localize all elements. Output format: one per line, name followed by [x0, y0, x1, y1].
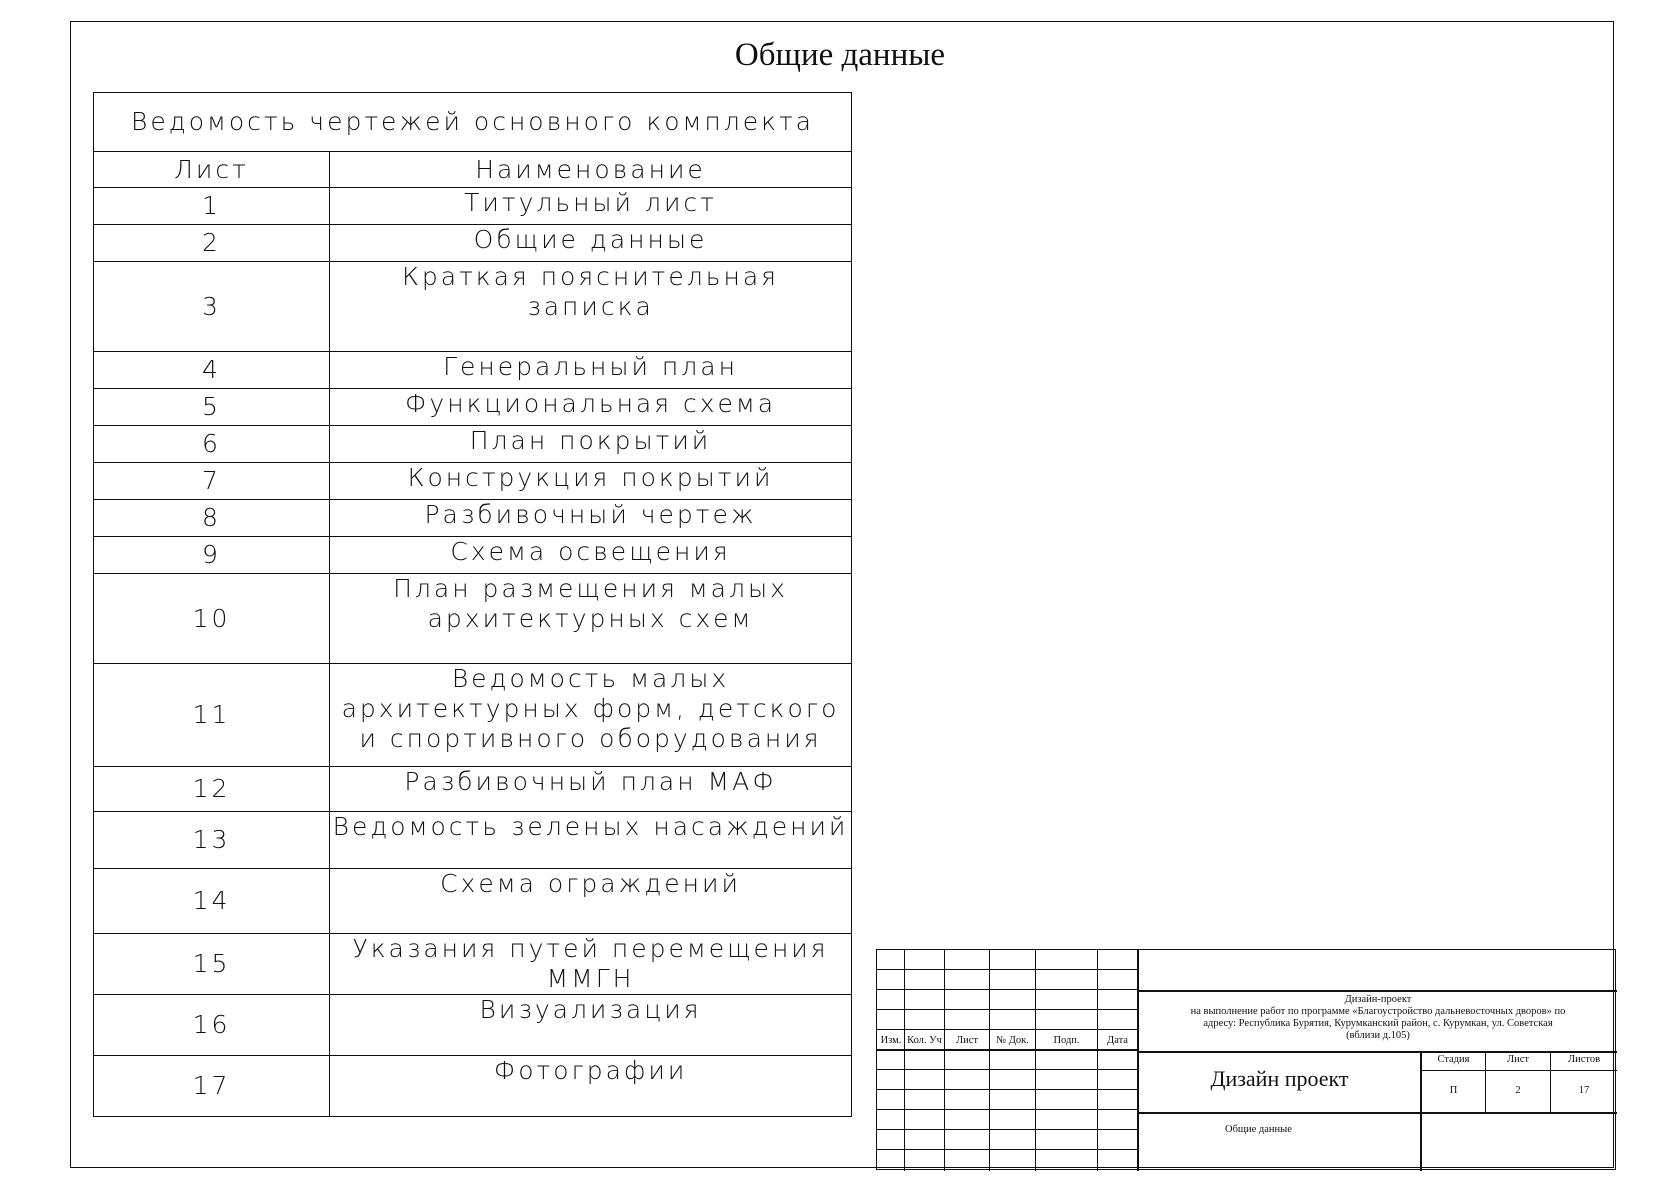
- table-row: [94, 262, 852, 352]
- sheet-title-line: Ведомость зеленых насаждений: [332, 812, 849, 841]
- sheet-title-cell: [330, 664, 852, 767]
- drawings-register-table: [93, 92, 852, 1117]
- sheet-number: 14: [94, 869, 330, 934]
- sheet-title-line: Визуализация: [479, 995, 702, 1024]
- sheet-title-cell: [330, 869, 852, 934]
- column-header-name: Наименование: [330, 152, 852, 188]
- sheet-title-cell: [330, 389, 852, 426]
- sheet-number: 6: [94, 426, 330, 463]
- sheet-title-line: Краткая пояснительная: [402, 262, 779, 291]
- stamp-label-date: Дата: [1107, 1035, 1128, 1046]
- column-header-sheet: Лист: [94, 152, 330, 188]
- sheet-number: 17: [94, 1056, 330, 1117]
- sheet-number: 11: [94, 664, 330, 767]
- sheet-number: 1: [94, 188, 330, 225]
- sheet-title-line: Разбивочный чертеж: [424, 500, 757, 529]
- sheet-title-cell: [330, 767, 852, 812]
- table-row: [94, 812, 852, 869]
- sheet-title-line: Фотографии: [493, 1056, 688, 1085]
- table-row: [94, 537, 852, 574]
- table-row: [94, 426, 852, 463]
- sheet-title-line: Общие данные: [473, 225, 708, 254]
- sheet-number: 2: [94, 225, 330, 262]
- table-row: [94, 934, 852, 995]
- sheet-title-line: Титульный лист: [464, 188, 717, 217]
- stage-label: Стадия: [1437, 1054, 1470, 1065]
- table-row: [94, 664, 852, 767]
- table-row: [94, 225, 852, 262]
- sheet-number: 4: [94, 352, 330, 389]
- sheet-number: 16: [94, 995, 330, 1056]
- table-row: [94, 1056, 852, 1117]
- sheet-title-line: записка: [527, 292, 654, 321]
- title-block: [876, 949, 1616, 1170]
- project-name: Дизайн проект: [1210, 1066, 1349, 1091]
- stage-value: П: [1449, 1085, 1458, 1096]
- sheet-title-cell: [330, 812, 852, 869]
- sheet-number: 5: [94, 389, 330, 426]
- sheet-number: 13: [94, 812, 330, 869]
- sheet-title-line: Ведомость малых: [451, 664, 730, 693]
- stamp-label-list: Лист: [956, 1035, 978, 1046]
- sheet-number: 8: [94, 500, 330, 537]
- table-row: [94, 767, 852, 812]
- sheet-title-line: архитектурных схем: [427, 604, 754, 633]
- stamp-label-doc: № Док.: [996, 1035, 1029, 1046]
- sheet-title-cell: [330, 188, 852, 225]
- table-row: [94, 389, 852, 426]
- project-description: Дизайн-проект на выполнение работ по программе «Благоустройство дальневосточных дворов» по адресу: Республика Бурятия, Курумканский район, с. Курумкан, ул. Советская (вблизи д.105): [1190, 994, 1566, 1041]
- sheet-title-line: План покрытий: [469, 426, 712, 455]
- sheet-number: 9: [94, 537, 330, 574]
- sheet-title-line: Генеральный план: [443, 352, 738, 381]
- table-row: [94, 869, 852, 934]
- sheet-title-cell: [330, 934, 852, 995]
- sheet-title-line: Схема освещения: [450, 537, 731, 566]
- stamp-label-izm: Изм.: [880, 1035, 902, 1046]
- sheet-title-cell: [330, 426, 852, 463]
- sheet-title-cell: [330, 1056, 852, 1117]
- sheet-title: Общие данные: [734, 37, 946, 73]
- sheet-title-line: Указания путей перемещения: [352, 934, 829, 963]
- sheet-value: 2: [1515, 1085, 1521, 1096]
- sheet-title-cell: [330, 262, 852, 352]
- sheet-title-line: Функциональная схема: [404, 389, 777, 418]
- sheet-number: 15: [94, 934, 330, 995]
- sheet-number: 3: [94, 262, 330, 352]
- sheet-title-cell: [330, 500, 852, 537]
- table-row: [94, 463, 852, 500]
- sheet-number: 10: [94, 574, 330, 664]
- sheets-label: Листов: [1567, 1054, 1601, 1065]
- sheets-value: 17: [1578, 1085, 1590, 1096]
- sheet-title-line: и спортивного оборудования: [359, 724, 822, 753]
- sheet-label: Лист: [1507, 1054, 1529, 1065]
- sheet-title-line: Конструкция покрытий: [407, 463, 774, 492]
- sheet-title-line: Схема ограждений: [440, 869, 741, 898]
- sheet-title-cell: [330, 463, 852, 500]
- table-row: [94, 500, 852, 537]
- sheet-name: Общие данные: [1225, 1124, 1292, 1135]
- table-row: [94, 352, 852, 389]
- sheet-title-cell: [330, 995, 852, 1056]
- table-row: [94, 188, 852, 225]
- sheet-title-cell: [330, 574, 852, 664]
- sheet-title-line: Разбивочный план МАФ: [404, 767, 777, 796]
- sheet-title-cell: [330, 225, 852, 262]
- register-caption: Ведомость чертежей основного комплекта: [94, 93, 852, 152]
- table-row: [94, 995, 852, 1056]
- sheet-title-line: архитектурных форм, детского: [341, 694, 840, 723]
- sheet-title-line: План размещения малых: [393, 574, 788, 603]
- stamp-label-sign: Подп.: [1053, 1035, 1080, 1046]
- table-row: [94, 574, 852, 664]
- sheet-title-cell: [330, 537, 852, 574]
- sheet-number: 12: [94, 767, 330, 812]
- stamp-label-kol: Кол. Уч: [907, 1035, 942, 1046]
- sheet-title-cell: [330, 352, 852, 389]
- sheet-title-line: ММГН: [546, 964, 635, 993]
- sheet-number: 7: [94, 463, 330, 500]
